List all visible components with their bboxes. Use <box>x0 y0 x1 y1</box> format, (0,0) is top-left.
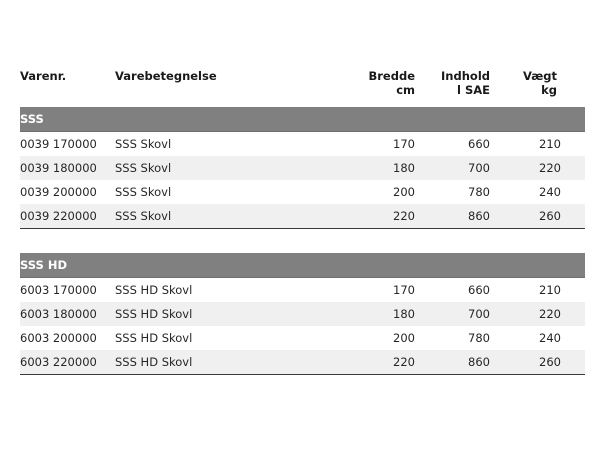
header-indhold: Indhold l SAE <box>441 69 490 97</box>
cell-varenr: 0039 200000 <box>20 185 97 199</box>
cell-vaegt: 210 <box>539 283 561 297</box>
cell-bredde: 170 <box>393 283 415 297</box>
cell-varenr: 0039 180000 <box>20 161 97 175</box>
cell-bredde: 200 <box>393 331 415 345</box>
cell-varenr: 6003 170000 <box>20 283 97 297</box>
table-row <box>20 132 585 156</box>
cell-indhold: 660 <box>468 137 490 151</box>
table-row <box>20 156 585 180</box>
cell-indhold: 700 <box>468 161 490 175</box>
header-varenr: Varenr. <box>20 69 67 83</box>
cell-vaegt: 240 <box>539 331 561 345</box>
cell-bredde: 220 <box>393 355 415 369</box>
header-varebetegnelse: Varebetegnelse <box>115 69 217 83</box>
cell-vaegt: 220 <box>539 161 561 175</box>
header-bredde: Bredde cm <box>368 69 415 97</box>
cell-bredde: 180 <box>393 307 415 321</box>
cell-bredde: 180 <box>393 161 415 175</box>
cell-bredde: 200 <box>393 185 415 199</box>
cell-varebetegnelse: SSS Skovl <box>115 209 172 223</box>
table-row <box>20 302 585 326</box>
cell-varenr: 6003 180000 <box>20 307 97 321</box>
table-row <box>20 278 585 302</box>
table-row <box>20 204 585 229</box>
header-vaegt: Vægt kg <box>522 69 557 97</box>
cell-indhold: 700 <box>468 307 490 321</box>
cell-vaegt: 240 <box>539 185 561 199</box>
cell-bredde: 220 <box>393 209 415 223</box>
cell-vaegt: 260 <box>539 209 561 223</box>
cell-vaegt: 220 <box>539 307 561 321</box>
cell-indhold: 780 <box>468 331 490 345</box>
table-header <box>20 70 585 104</box>
section-sss-hd <box>20 253 585 375</box>
section-title: SSS HD <box>20 253 585 278</box>
cell-bredde: 170 <box>393 137 415 151</box>
cell-indhold: 660 <box>468 283 490 297</box>
cell-varebetegnelse: SSS Skovl <box>115 185 172 199</box>
cell-indhold: 860 <box>468 355 490 369</box>
table-row <box>20 180 585 204</box>
table-row <box>20 350 585 375</box>
table-row <box>20 326 585 350</box>
cell-varebetegnelse: SSS HD Skovl <box>115 307 193 321</box>
section-sss <box>20 107 585 229</box>
cell-varenr: 0039 220000 <box>20 209 97 223</box>
cell-indhold: 860 <box>468 209 490 223</box>
cell-varebetegnelse: SSS HD Skovl <box>115 331 193 345</box>
cell-varebetegnelse: SSS HD Skovl <box>115 355 193 369</box>
cell-indhold: 780 <box>468 185 490 199</box>
cell-vaegt: 210 <box>539 137 561 151</box>
cell-varenr: 6003 220000 <box>20 355 97 369</box>
cell-varebetegnelse: SSS Skovl <box>115 161 172 175</box>
cell-vaegt: 260 <box>539 355 561 369</box>
cell-varenr: 0039 170000 <box>20 137 97 151</box>
cell-varenr: 6003 200000 <box>20 331 97 345</box>
cell-varebetegnelse: SSS HD Skovl <box>115 283 193 297</box>
cell-varebetegnelse: SSS Skovl <box>115 137 172 151</box>
section-title: SSS <box>20 107 585 132</box>
